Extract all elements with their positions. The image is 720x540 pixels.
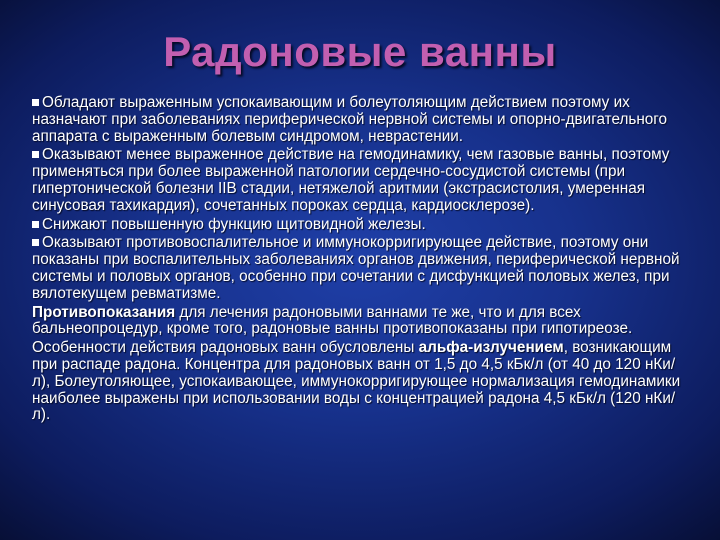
bullet-text: Снижают повышенную функцию щитовидной железы. bbox=[42, 215, 426, 233]
bullet-paragraph-2 bbox=[32, 147, 682, 214]
square-bullet-icon bbox=[32, 221, 39, 228]
bullet-paragraph-4 bbox=[32, 235, 682, 302]
square-bullet-icon bbox=[32, 99, 39, 106]
contraindications-paragraph bbox=[32, 305, 682, 339]
bullet-text: Оказывают противовоспалительное и иммунокорригирующее действие, поэтому они показаны при воспалительных заболеваниях органов движения, периферической нервной системы и половых органов, особенно при сочетании с дисфункцией половых желез, при вялотекущем ревматизме. bbox=[32, 234, 680, 302]
square-bullet-icon bbox=[32, 239, 39, 246]
square-bullet-icon bbox=[32, 151, 39, 158]
bullet-text: Обладают выраженным успокаивающим и болеутоляющим действием поэтому их назначают при заболеваниях периферической нервной системы и опорно-двигательного аппарата с выраженным болевым синдромом, неврастении. bbox=[32, 94, 668, 145]
contraindications-text: для лечения радоновыми ваннами те же, что и для всех бальнеопроцедур, кроме того, радоновые ванны противопоказаны при гипотиреозе. bbox=[32, 303, 633, 338]
slide-title: Радоновые ванны bbox=[163, 28, 557, 75]
bullet-paragraph-1 bbox=[32, 95, 682, 145]
slide-body bbox=[32, 95, 682, 426]
contraindications-heading: Противопоказания bbox=[32, 303, 176, 321]
features-paragraph bbox=[32, 340, 682, 424]
bullet-text: Оказывают менее выраженное действие на гемодинамику, чем газовые ванны, поэтому применяться при более выраженной патологии сердечно-сосудистой системы (при гипертонической болезни IIB стадии, нетяжелой аритмии (экстрасистолия, умеренная синусовая тахикардия), сочетанных пороках сердца, кардиосклерозе). bbox=[32, 146, 670, 214]
bullet-paragraph-3 bbox=[32, 217, 682, 234]
features-text-start: Особенности действия радоновых ванн обусловлены bbox=[32, 339, 419, 357]
features-emphasis: альфа-излучением bbox=[418, 339, 564, 357]
features-text-end: , возникающим при распаде радона. Концентра для радоновых ванн от 1,5 до 4,5 кБк/л (от 40 до 120 нКи/л), Болеутоляющее, успокаивающее, иммунокорригирующее нормализация гемодинамики наиболее выражены при использовании воды с концентрацией радона 4,5 кБк/л (120 нКи/л). bbox=[32, 339, 681, 424]
